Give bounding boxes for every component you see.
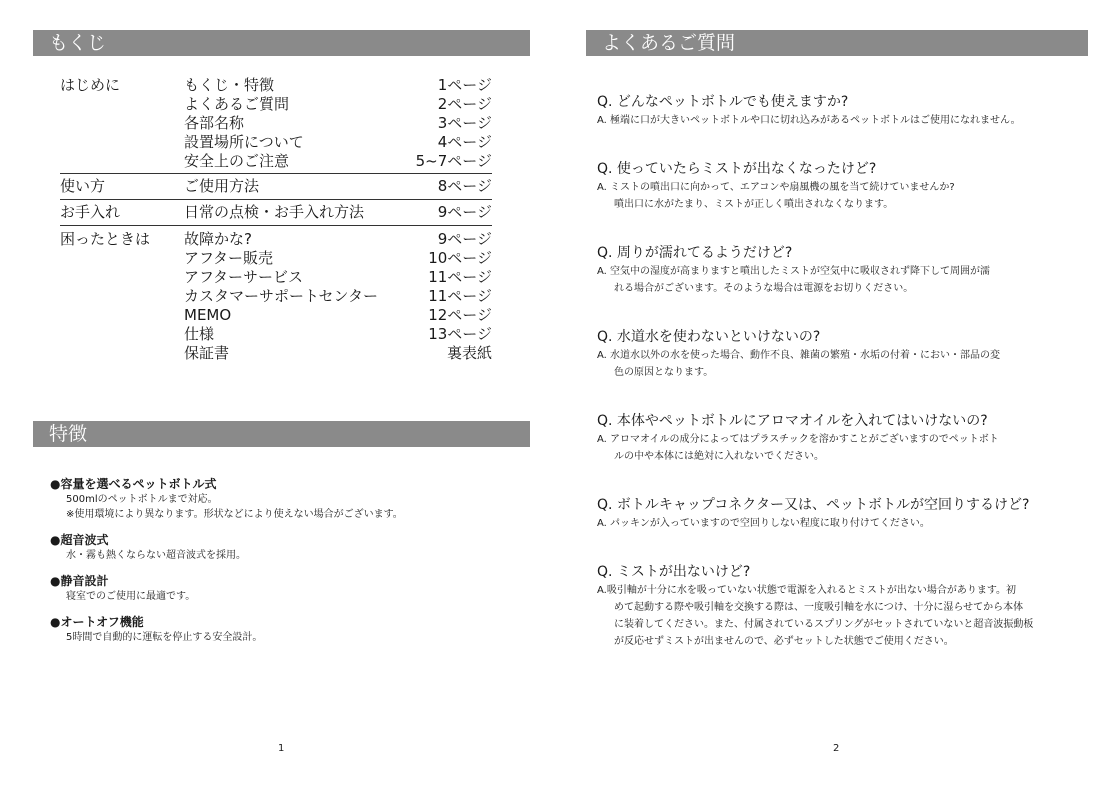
feature-description: 水・霧も熱くならない超音波式を採用。 — [66, 550, 246, 561]
toc-entry[interactable] — [184, 114, 492, 133]
faq-answer-line: に装着してください。また、付属されているスプリングがセットされていないと超音波振動板 — [614, 619, 1034, 630]
feature-item — [50, 532, 510, 563]
faq-answer-line: れる場合がございます。そのような場合は電源をお切りください。 — [614, 283, 914, 294]
toc-entry[interactable] — [184, 325, 492, 344]
toc-entry-label: 安全上のご注意 — [184, 152, 290, 170]
page-number-left: 1 — [278, 743, 285, 754]
toc-entry-label: 仕様 — [184, 325, 215, 343]
faq-answer-line: 噴出口に水がたまり、ミストが正しく噴出されなくなります。 — [614, 199, 894, 210]
faq-item — [597, 159, 1087, 213]
toc-entry-label: 各部名称 — [184, 114, 245, 132]
toc-group — [60, 226, 492, 363]
features-list — [50, 476, 510, 655]
toc-entry[interactable] — [184, 287, 492, 306]
toc-entry-label: もくじ・特徴 — [184, 76, 275, 94]
faq-answer — [597, 347, 1087, 381]
faq-question: Q. 周りが濡れてるようだけど? — [597, 245, 793, 261]
toc-entry[interactable] — [184, 177, 492, 196]
faq-header: よくあるご質問 — [586, 30, 1088, 56]
faq-item — [597, 495, 1087, 532]
toc-entry[interactable] — [184, 203, 492, 222]
feature-description: ※使用環境により異なります。形状などにより使えない場合がございます。 — [66, 509, 403, 520]
faq-answer-line: A.吸引軸が十分に水を吸っていない状態で電源を入れるとミストが出ない場合があります。初 — [597, 585, 1017, 596]
toc-entry-label: アフター販売 — [184, 249, 273, 267]
toc-entry-label: カスタマーサポートセンター — [184, 287, 378, 305]
toc-entry[interactable] — [184, 249, 492, 268]
toc-entry-label: MEMO — [184, 306, 232, 324]
toc-entry-page: 11ページ — [428, 287, 492, 305]
faq-answer-line: めて起動する際や吸引軸を交換する際は、一度吸引軸を水につけ、十分に湿らせてから本体 — [614, 602, 1024, 613]
toc-category: はじめに — [60, 76, 121, 94]
faq-answer — [597, 112, 1087, 129]
faq-answer — [597, 515, 1087, 532]
faq-list — [597, 92, 1087, 680]
toc-entry-label: 設置場所について — [184, 133, 304, 151]
toc-category: 使い方 — [60, 177, 106, 195]
faq-answer — [597, 179, 1087, 213]
toc-entry-page: 13ページ — [428, 325, 492, 343]
faq-item — [597, 562, 1087, 650]
feature-description: 寝室でのご使用に最適です。 — [66, 591, 196, 602]
faq-question: Q. 水道水を使わないといけないの? — [597, 329, 821, 345]
faq-answer-line: 色の原因となります。 — [614, 367, 714, 378]
toc-entry[interactable] — [184, 133, 492, 152]
faq-item — [597, 243, 1087, 297]
faq-question: Q. 使っていたらミストが出なくなったけど? — [597, 161, 877, 177]
feature-title: ●容量を選べるペットボトル式 — [50, 477, 217, 491]
faq-answer-line: A. 水道水以外の水を使った場合、動作不良、雑菌の繁殖・水垢の付着・におい・部品の変 — [597, 350, 1001, 361]
toc-entry[interactable] — [184, 152, 492, 171]
toc-entry-page: 5~7ページ — [415, 152, 492, 170]
faq-answer — [597, 431, 1087, 465]
toc-entry-page: 1ページ — [437, 76, 492, 94]
faq-answer — [597, 263, 1087, 297]
toc-entry-page: 8ページ — [437, 177, 492, 195]
faq-answer-line: A. 空気中の湿度が高まりますと噴出したミストが空気中に吸収されず降下して周囲が濡 — [597, 266, 991, 277]
toc-entry-page: 3ページ — [437, 114, 492, 132]
toc-group — [60, 174, 492, 200]
toc-entry[interactable] — [184, 95, 492, 114]
table-of-contents — [60, 76, 492, 363]
toc-entry[interactable] — [184, 344, 492, 363]
toc-entry[interactable] — [184, 268, 492, 287]
toc-entry-label: よくあるご質問 — [184, 95, 290, 113]
toc-entry[interactable] — [184, 306, 492, 325]
toc-entry[interactable] — [184, 230, 492, 249]
toc-entry-page: 9ページ — [437, 203, 492, 221]
faq-answer-line: A. パッキンが入っていますので空回りしない程度に取り付けてください。 — [597, 518, 930, 529]
toc-entry-label: 故障かな? — [184, 230, 252, 248]
toc-entry-label: ご使用方法 — [184, 177, 260, 195]
faq-answer-line: A. アロマオイルの成分によってはプラスチックを溶かすことがございますのでペットボト — [597, 434, 999, 445]
faq-item — [597, 411, 1087, 465]
faq-answer-line: が反応せずミストが出ませんので、必ずセットした状態でご使用ください。 — [614, 636, 954, 647]
faq-answer-line: A. 極端に口が大きいペットボトルや口に切れ込みがあるペットボトルはご使用になれません。 — [597, 115, 1021, 126]
toc-entry-page: 裏表紙 — [446, 344, 492, 362]
feature-description: 500mlのペットボトルまで対応。 — [66, 494, 218, 505]
faq-answer-line: ルの中や本体には絶対に入れないでください。 — [614, 451, 824, 462]
faq-question: Q. 本体やペットボトルにアロマオイルを入れてはいけないの? — [597, 413, 988, 429]
feature-item — [50, 476, 510, 522]
faq-question: Q. ミストが出ないけど? — [597, 564, 751, 580]
faq-item — [597, 327, 1087, 381]
faq-item — [597, 92, 1087, 129]
toc-entry-page: 4ページ — [437, 133, 492, 151]
toc-group — [60, 76, 492, 174]
toc-entry-page: 11ページ — [428, 268, 492, 286]
page-number-right: 2 — [833, 743, 840, 754]
toc-entry-label: 保証書 — [184, 344, 230, 362]
faq-answer-line: A. ミストの噴出口に向かって、エアコンや扇風機の風を当て続けていませんか? — [597, 182, 955, 193]
toc-entry-page: 2ページ — [437, 95, 492, 113]
faq-question: Q. どんなペットボトルでも使えますか? — [597, 94, 849, 110]
toc-header: もくじ — [33, 30, 530, 56]
toc-group — [60, 200, 492, 226]
faq-question: Q. ボトルキャップコネクター又は、ペットボトルが空回りするけど? — [597, 497, 1030, 513]
toc-entry-label: アフターサービス — [184, 268, 303, 286]
toc-entry-page: 10ページ — [428, 249, 492, 267]
features-header: 特徴 — [33, 421, 530, 447]
toc-entry[interactable] — [184, 76, 492, 95]
feature-title: ●静音設計 — [50, 574, 109, 588]
faq-answer — [597, 582, 1087, 650]
toc-entry-page: 12ページ — [428, 306, 492, 324]
feature-title: ●オートオフ機能 — [50, 615, 144, 629]
feature-item — [50, 573, 510, 604]
toc-category: 困ったときは — [60, 230, 151, 248]
toc-entry-page: 9ページ — [437, 230, 492, 248]
feature-title: ●超音波式 — [50, 533, 109, 547]
toc-entry-label: 日常の点検・お手入れ方法 — [184, 203, 365, 221]
toc-category: お手入れ — [60, 203, 121, 221]
feature-description: 5時間で自動的に運転を停止する安全設計。 — [66, 632, 263, 643]
feature-item — [50, 614, 510, 645]
